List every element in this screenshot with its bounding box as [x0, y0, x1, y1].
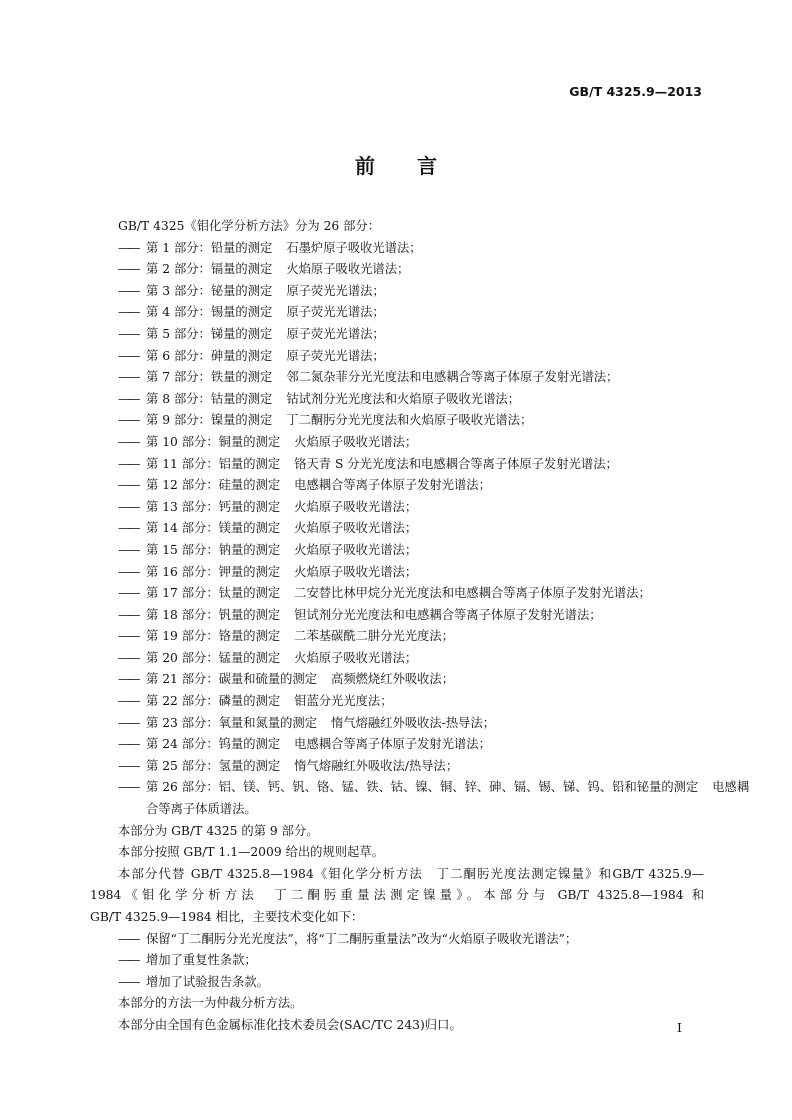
paragraph-replaces-line3: GB/T 4325.9—1984 相比，主要技术变化如下： [90, 910, 364, 924]
page-number: I [677, 1020, 682, 1035]
part-method: 电感耦合等离子体原子发射光谱法； [294, 737, 491, 752]
part-label: 第 19 部分：铬量的测定 [146, 629, 281, 644]
dash: —— [118, 413, 139, 428]
part-method: 火焰原子吸收光谱法； [294, 499, 418, 514]
part-label: 第 5 部分：锑量的测定 [146, 326, 273, 341]
part-label: 第 18 部分：钒量的测定 [146, 607, 281, 622]
part-label: 第 3 部分：铋量的测定 [146, 283, 273, 298]
paragraph-scope: 本部分为 GB/T 4325 的第 9 部分。 [118, 823, 319, 838]
dash: —— [118, 650, 139, 665]
part-label: 第 2 部分：镉量的测定 [146, 262, 273, 277]
dash: —— [118, 953, 139, 968]
part-method: 二安替比林甲烷分光光度法和电感耦合等离子体原子发射光谱法； [294, 586, 651, 601]
document-body [90, 216, 750, 1037]
dash: —— [118, 370, 139, 385]
part-method: 惰气熔融红外吸收法/热导法； [294, 758, 459, 773]
part-item-19 [90, 626, 704, 648]
change-item-2 [90, 950, 704, 972]
part-method: 原子荧光光谱法； [286, 283, 385, 298]
dash: —— [118, 737, 139, 752]
part-method: 原子荧光光谱法； [286, 348, 385, 363]
part-label: 第 7 部分：铁量的测定 [146, 370, 273, 385]
part-item-17 [90, 583, 704, 605]
intro-text: GB/T 4325《钼化学分析方法》分为 26 部分： [118, 219, 381, 233]
dash: —— [118, 758, 139, 773]
part-item-23 [90, 713, 704, 735]
paragraph-replaces-line2: 1984《钼化学分析方法 丁二酮肟重量法测定镍量》。本部分与 GB/T 4325.8—1984 和 [90, 888, 704, 903]
dash: —— [118, 499, 139, 514]
dash: —— [118, 456, 139, 471]
dash: —— [118, 694, 139, 709]
part-item-16 [90, 562, 704, 584]
part-label: 第 4 部分：锡量的测定 [146, 305, 273, 320]
part-label: 第 11 部分：铝量的测定 [146, 456, 281, 471]
part-item-7 [90, 367, 704, 389]
dash: —— [118, 672, 139, 687]
part-item-14 [90, 518, 704, 540]
paragraph-committee: 本部分由全国有色金属标准化技术委员会(SAC/TC 243)归口。 [118, 1017, 462, 1032]
change-item-3 [90, 972, 704, 994]
part-label: 第 10 部分：铜量的测定 [146, 434, 281, 449]
part-label: 第 8 部分：钴量的测定 [146, 391, 273, 406]
part-label: 第 12 部分：硅量的测定 [146, 478, 281, 493]
part-method: 火焰原子吸收光谱法； [294, 564, 418, 579]
change-text: 增加了试验报告条款。 [146, 974, 269, 989]
dash: —— [118, 305, 139, 320]
part-item-24 [90, 734, 704, 756]
part-item-21 [90, 669, 704, 691]
part-label: 第 25 部分：氢量的测定 [146, 758, 281, 773]
part-item-9 [90, 410, 704, 432]
part-label: 第 13 部分：钙量的测定 [146, 499, 281, 514]
part-item-5 [90, 324, 704, 346]
part-method: 火焰原子吸收光谱法； [294, 521, 418, 536]
part-item-8 [90, 389, 704, 411]
dash: —— [118, 391, 139, 406]
dash: —— [118, 521, 139, 536]
part-label: 第 24 部分：钨量的测定 [146, 737, 281, 752]
part-item-25 [90, 756, 704, 778]
page-title: 前言 [355, 154, 479, 178]
part-method: 铬天青 S 分光光度法和电感耦合等离子体原子发射光谱法； [294, 456, 618, 471]
dash: —— [118, 240, 139, 255]
dash: —— [118, 607, 139, 622]
part-label: 第 20 部分：锰量的测定 [146, 650, 281, 665]
part-item-13 [90, 497, 704, 519]
part-method: 二苯基碳酰二肼分光光度法； [294, 629, 455, 644]
dash: —— [118, 478, 139, 493]
dash: —— [118, 283, 139, 298]
dash: —— [118, 974, 139, 989]
part-item-26-continuation: 合等离子体质谱法。 [146, 802, 257, 817]
part-item-3 [90, 281, 704, 303]
part-method: 电感耦 [712, 780, 750, 795]
dash: —— [118, 586, 139, 601]
part-item-4 [90, 302, 704, 324]
part-label: 第 17 部分：钛量的测定 [146, 586, 281, 601]
part-label: 第 21 部分：碳量和硫量的测定 [146, 672, 318, 687]
part-method: 石墨炉原子吸收光谱法； [286, 240, 422, 255]
paragraph-arbitration: 本部分的方法一为仲裁分析方法。 [118, 996, 303, 1011]
part-method: 高频燃烧红外吸收法； [331, 672, 455, 687]
part-item-15 [90, 540, 704, 562]
part-method: 钴试剂分光光度法和火焰原子吸收光谱法； [286, 391, 520, 406]
part-item-20 [90, 648, 704, 670]
part-item-12 [90, 475, 704, 497]
part-label: 第 9 部分：镍量的测定 [146, 413, 273, 428]
part-label: 第 14 部分：镁量的测定 [146, 521, 281, 536]
part-method: 火焰原子吸收光谱法； [294, 542, 418, 557]
dash: —— [118, 629, 139, 644]
part-method: 电感耦合等离子体原子发射光谱法； [294, 478, 491, 493]
part-label: 第 23 部分：氧量和氮量的测定 [146, 715, 318, 730]
part-item-11 [90, 454, 704, 476]
standard-number: GB/T 4325.9—2013 [569, 84, 702, 99]
part-method: 惰气熔融红外吸收法-热导法； [331, 715, 496, 730]
part-method: 钼蓝分光光度法； [294, 694, 393, 709]
part-item-26 [90, 777, 750, 799]
paragraph-drafting: 本部分按照 GB/T 1.1—2009 给出的规则起草。 [118, 845, 384, 860]
dash: —— [118, 780, 139, 795]
change-item-1 [90, 929, 704, 951]
dash: —— [118, 542, 139, 557]
dash: —— [118, 262, 139, 277]
part-label: 第 26 部分：铝、镁、钙、钒、铬、锰、铁、钴、镍、铜、锌、砷、镉、锡、锑、钨、铅和铋量的测定 [146, 780, 699, 795]
part-label: 第 1 部分：铅量的测定 [146, 240, 273, 255]
parts-list [90, 238, 704, 778]
part-method: 丁二酮肟分光光度法和火焰原子吸收光谱法； [286, 413, 533, 428]
part-method: 钽试剂分光光度法和电感耦合等离子体原子发射光谱法； [294, 607, 602, 622]
paragraph-replaces-line1: 本部分代替 GB/T 4325.8—1984《钼化学分析方法 丁二酮肟光度法测定镍量》和GB/T 4325.9— [118, 866, 704, 881]
part-method: 邻二氮杂菲分光光度法和电感耦合等离子体原子发射光谱法； [286, 370, 619, 385]
part-item-2 [90, 259, 704, 281]
part-method: 火焰原子吸收光谱法； [286, 262, 410, 277]
part-item-22 [90, 691, 704, 713]
change-text: 保留“丁二酮肟分光光度法”，将“丁二酮肟重量法”改为“火焰原子吸收光谱法”； [146, 931, 578, 946]
dash: —— [118, 715, 139, 730]
dash: —— [118, 931, 139, 946]
part-label: 第 15 部分：钠量的测定 [146, 542, 281, 557]
part-label: 第 6 部分：砷量的测定 [146, 348, 273, 363]
dash: —— [118, 326, 139, 341]
part-label: 第 22 部分：磷量的测定 [146, 694, 281, 709]
dash: —— [118, 564, 139, 579]
part-method: 原子荧光光谱法； [286, 305, 385, 320]
part-item-6 [90, 346, 704, 368]
part-item-10 [90, 432, 704, 454]
part-method: 火焰原子吸收光谱法； [294, 650, 418, 665]
part-method: 火焰原子吸收光谱法； [294, 434, 418, 449]
dash: —— [118, 348, 139, 363]
part-method: 原子荧光光谱法； [286, 326, 385, 341]
change-text: 增加了重复性条款； [146, 953, 257, 968]
part-label: 第 16 部分：钾量的测定 [146, 564, 281, 579]
part-item-18 [90, 605, 704, 627]
dash: —— [118, 434, 139, 449]
part-item-1 [90, 238, 704, 260]
